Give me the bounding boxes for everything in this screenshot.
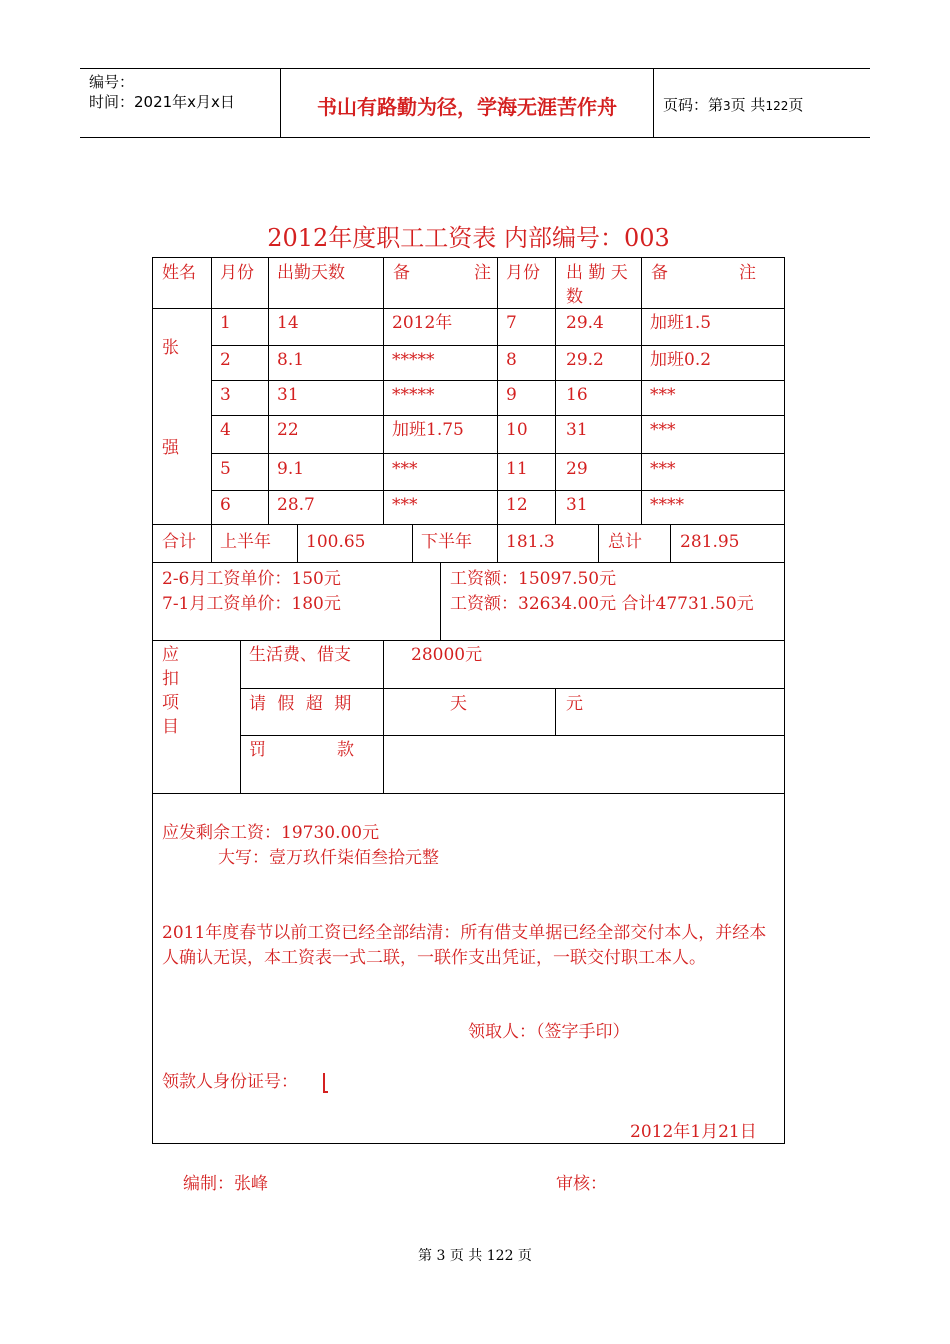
header-motto: 书山有路勤为径，学海无涯苦作舟 (317, 95, 617, 119)
grand-total-value: 281.95 (680, 532, 740, 552)
days-cell: 29 (566, 459, 588, 479)
month-cell: 3 (220, 385, 231, 405)
month-cell: 9 (506, 385, 517, 405)
page-header (80, 68, 870, 138)
fine-label: 罚 款 (249, 740, 354, 760)
col-header-notes-2: 备 注 (651, 263, 756, 283)
header-page-indicator: 页码：第3页 共122页 (663, 96, 804, 114)
month-cell: 2 (220, 350, 231, 370)
col-header-days-1: 出勤天数 (277, 263, 345, 283)
days-cell: 31 (277, 385, 299, 405)
notes-cell: ***** (392, 350, 435, 370)
notes-cell: **** (650, 495, 684, 515)
grand-total-label: 总计 (608, 532, 642, 552)
col-header-notes-1: 备 注 (393, 263, 491, 283)
col-header-month-1: 月份 (220, 263, 254, 283)
payable-remaining-wage: 应发剩余工资：19730.00元 (162, 823, 380, 843)
days-cell: 29.2 (566, 350, 604, 370)
notes-cell: *** (650, 385, 676, 405)
month-cell: 12 (506, 495, 528, 515)
leave-days-unit: 天 (450, 694, 467, 714)
unit-price-second: 7-1月工资单价：180元 (162, 594, 341, 614)
second-half-value: 181.3 (506, 532, 555, 552)
text-cursor-base (323, 1091, 328, 1093)
notes-cell: ***** (392, 385, 435, 405)
days-cell: 28.7 (277, 495, 315, 515)
month-cell: 1 (220, 313, 231, 333)
col-header-days-2: 出 勤 天 数 (566, 263, 628, 307)
month-cell: 6 (220, 495, 231, 515)
wage-table (152, 257, 785, 1144)
col-header-name: 姓名 (162, 263, 196, 283)
header-meta-cell (80, 69, 281, 137)
receiver-id-label: 领款人身份证号： (162, 1072, 298, 1092)
days-cell: 16 (566, 385, 588, 405)
days-cell: 31 (566, 495, 588, 515)
document-date: 2012年1月21日 (630, 1122, 757, 1142)
employee-name-char-1: 张 (162, 338, 179, 358)
month-cell: 7 (506, 313, 517, 333)
notes-cell: *** (650, 459, 676, 479)
notes-cell: *** (392, 459, 418, 479)
header-page-cell (654, 69, 870, 137)
receiver-signature-label: 领取人：（签字手印） (468, 1022, 630, 1042)
notes-cell: 加班1.5 (650, 313, 712, 333)
amount-in-words: 大写：壹万玖仟柒佰叁拾元整 (218, 848, 439, 868)
deductions-label: 应 扣 项 目 (162, 645, 179, 737)
page-title: 2012年度职工工资表 内部编号：003 (267, 224, 670, 252)
header-motto-cell (281, 69, 654, 137)
totals-label: 合计 (162, 532, 196, 552)
notes-cell: *** (650, 420, 676, 440)
leave-money-unit: 元 (566, 694, 583, 714)
first-half-label: 上半年 (220, 532, 271, 552)
notes-cell: *** (392, 495, 418, 515)
employee-name-char-2: 强 (162, 438, 179, 458)
wage-amount-second: 工资额：32634.00元 合计47731.50元 (450, 594, 754, 614)
wage-amount-first: 工资额：15097.50元 (450, 569, 617, 589)
days-cell: 9.1 (277, 459, 305, 479)
page-footer: 第 3 页 共 122 页 (418, 1248, 532, 1264)
month-cell: 8 (506, 350, 517, 370)
doc-number-label: 编号： (89, 73, 135, 91)
second-half-label: 下半年 (421, 532, 472, 552)
notes-cell: 加班1.75 (392, 420, 464, 440)
first-half-value: 100.65 (306, 532, 366, 552)
editor-signature: 编制：张峰 (183, 1174, 268, 1194)
text-cursor (323, 1073, 325, 1093)
living-expense-value: 28000元 (411, 645, 483, 665)
month-cell: 4 (220, 420, 231, 440)
living-expense-label: 生活费、借支 (249, 645, 351, 665)
notes-cell: 2012年 (392, 313, 453, 333)
reviewer-signature: 审核： (556, 1174, 607, 1194)
leave-overdue-label: 请 假 超 期 (249, 694, 355, 714)
days-cell: 31 (566, 420, 588, 440)
notes-cell: 加班0.2 (650, 350, 712, 370)
month-cell: 10 (506, 420, 528, 440)
month-cell: 11 (506, 459, 528, 479)
days-cell: 22 (277, 420, 299, 440)
days-cell: 8.1 (277, 350, 305, 370)
month-cell: 5 (220, 459, 231, 479)
doc-date-label: 时间：2021年x月x日 (89, 93, 235, 111)
days-cell: 14 (277, 313, 299, 333)
days-cell: 29.4 (566, 313, 604, 333)
settlement-statement: 2011年度春节以前工资已经全部结清：所有借支单据已经全部交付本人，并经本人确认无误，本工资表一式二联，一联作支出凭证，一联交付职工本人。 (162, 923, 767, 968)
col-header-month-2: 月份 (506, 263, 540, 283)
unit-price-first: 2-6月工资单价：150元 (162, 569, 341, 589)
